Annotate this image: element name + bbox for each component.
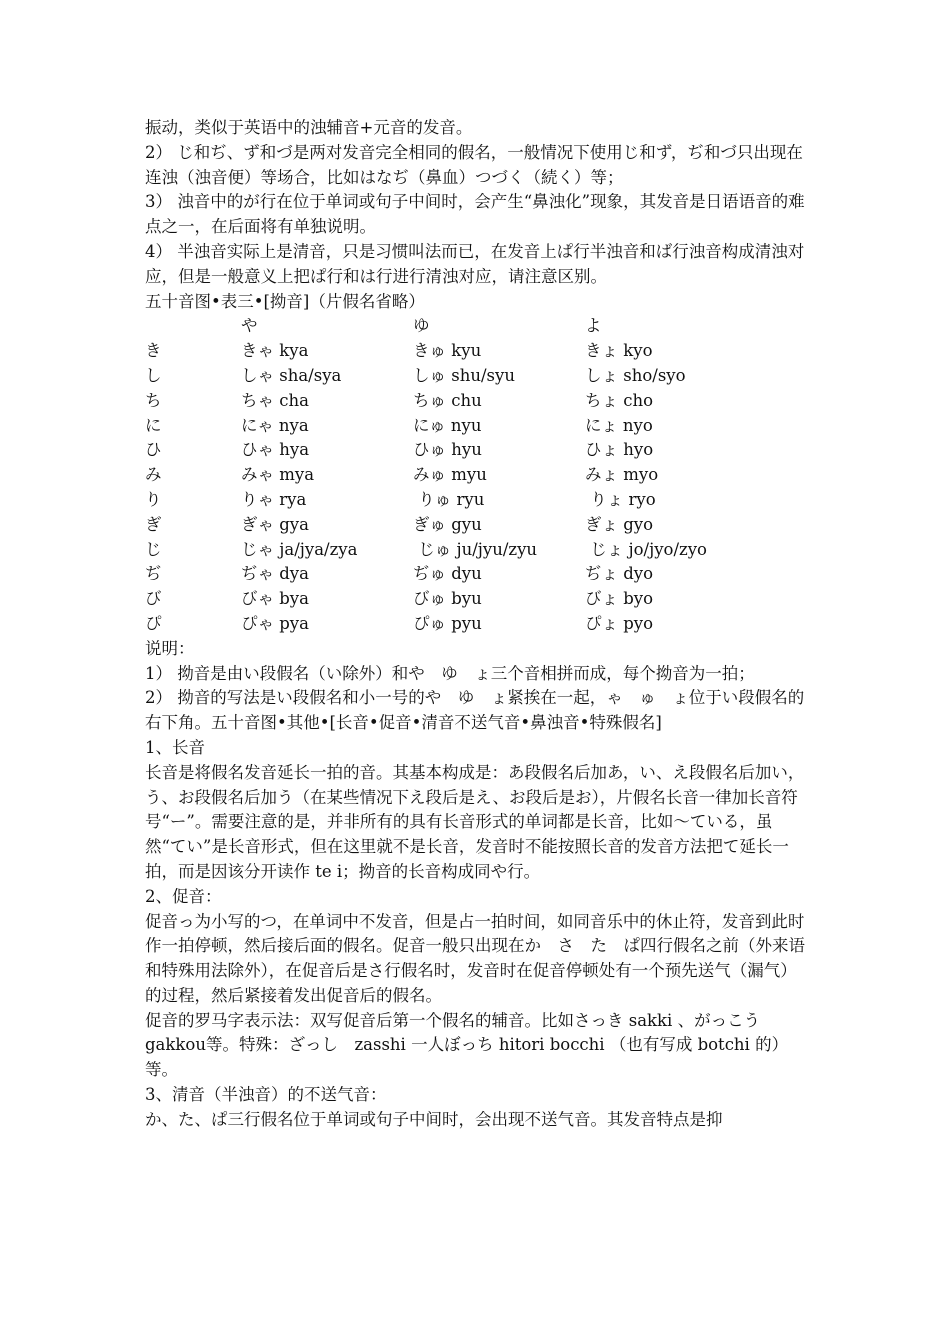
table-cell: きゃ kya [241, 341, 309, 361]
table-cell: ぴ [145, 613, 162, 633]
table-cell: ぢゃ dya [241, 564, 309, 584]
paragraph: 4） 半浊音实际上是清音，只是习惯叫法而已，在发音上ぱ行半浊音和ば行浊音构成清浊对应，但是一般意义上把ぱ行和は行进行清浊对应，请注意区别。 [145, 241, 805, 286]
table-cell: びょ byo [585, 589, 654, 609]
table-cell: じゃ ja/jya/zya [241, 539, 358, 559]
table-cell: ぎゅ gyu [413, 514, 482, 534]
table-cell: ぎゃ gya [241, 514, 309, 534]
paragraph: 说明： [145, 638, 195, 658]
bottom-text [145, 637, 810, 1133]
youon-table [145, 314, 810, 636]
table-cell: ひ [145, 440, 162, 460]
table-cell: しゃ sha/sya [241, 365, 342, 385]
table-row [145, 364, 810, 389]
table-row [145, 463, 810, 488]
table-cell: ぎ [145, 514, 162, 534]
table-row [145, 562, 810, 587]
paragraph: 2） じ和ぢ、ず和づ是两对发音完全相同的假名，一般情况下使用じ和ず，ぢ和づ只出现在连浊（浊音便）等场合，比如はなぢ（鼻血）つづく（続く）等； [145, 142, 803, 187]
table-cell: にょ nyo [585, 415, 653, 435]
table-cell: ひゃ hya [241, 440, 310, 460]
table-cell: しょ sho/syo [585, 365, 686, 385]
table-cell: き [145, 341, 162, 361]
table-row [145, 513, 810, 538]
table-row [145, 612, 810, 637]
table-row [145, 414, 810, 439]
table-cell: ちゅ chu [413, 390, 482, 410]
table-cell: りゅ ryu [413, 489, 485, 509]
paragraph: 2） 拗音的写法是い段假名和小一号的や ゆ ょ紧挨在一起，ゃ ゅ ょ位于い段假名的右下角。五十音图•其他•[长音•促音•清音不送气音•鼻浊音•特殊假名] [145, 688, 805, 733]
table-cell: りょ ryo [585, 489, 656, 509]
paragraph: 3） 浊音中的が行在位于单词或句子中间时，会产生“鼻浊化”现象，其发音是日语语音的难点之一，在后面将有单独说明。 [145, 192, 805, 237]
table-cell: ぎょ gyo [585, 514, 654, 534]
table-cell: にゅ nyu [413, 415, 482, 435]
table-cell: に [145, 415, 162, 435]
table-cell: ぢ [145, 564, 162, 584]
table-header-cell: ゆ [413, 316, 430, 336]
table-header-cell: や [241, 316, 258, 336]
table-cell: きょ kyo [585, 341, 653, 361]
table-row [145, 538, 810, 563]
table-cell: び [145, 589, 162, 609]
paragraph: 1） 拗音是由い段假名（い除外）和や ゆ ょ三个音相拼而成，每个拗音为一拍； [145, 663, 755, 683]
table-cell: みょ myo [585, 465, 659, 485]
table-cell: びゃ bya [241, 589, 309, 609]
table-row [145, 438, 810, 463]
section-heading: 3、清音（半浊音）的不送气音： [145, 1085, 387, 1105]
table-cell: り [145, 489, 162, 509]
table-cell: にゃ nya [241, 415, 309, 435]
table-row [145, 488, 810, 513]
paragraph: 振动，类似于英语中的浊辅音+元音的发音。 [145, 118, 473, 137]
table-row [145, 587, 810, 612]
section-heading: 1、长音 [145, 737, 205, 757]
table-cell: びゅ byu [413, 589, 482, 609]
table-cell: りゃ rya [241, 489, 307, 509]
table-row [145, 389, 810, 414]
table-cell: ぢゅ dyu [413, 564, 482, 584]
table-cell: ひょ hyo [585, 440, 654, 460]
table-cell: じゅ ju/jyu/zyu [413, 539, 538, 559]
paragraph: 促音的罗马字表示法：双写促音后第一个假名的辅音。比如さっき sakki 、がっこう gakkou等。特殊：ざっし zasshi 一人ぼっち hitori bocchi （也有写成 botchi 的）等。 [145, 1010, 789, 1080]
table-cell: みゅ myu [413, 465, 487, 485]
table-cell: ちょ cho [585, 390, 654, 410]
paragraph: か、た、ぱ三行假名位于单词或句子中间时，会出现不送气音。其发音特点是抑 [145, 1109, 723, 1129]
table-cell: みゃ mya [241, 465, 315, 485]
table-header-row [145, 314, 810, 339]
paragraph: 促音っ为小写的つ，在单词中不发音，但是占一拍时间，如同音乐中的休止符，发音到此时作一拍停顿，然后接后面的假名。促音一般只出现在か さ た ぱ四行假名之前（外来语和特殊用法除外），在促音后是さ行假名时，发音时在促音停顿处有一个预先送气（漏气）的过程，然后紧接着发出促音后的假名。 [145, 911, 805, 1005]
section-heading: 2、促音： [145, 886, 222, 906]
table-row [145, 339, 810, 364]
table-cell: ぴゃ pya [241, 613, 309, 633]
table-cell: ち [145, 390, 162, 410]
table-cell: み [145, 465, 162, 485]
table-cell: ぴゅ pyu [413, 613, 482, 633]
document-page [145, 116, 810, 1133]
table-cell: ちゃ cha [241, 390, 309, 410]
table-cell: し [145, 365, 162, 385]
table-cell: ぢょ dyo [585, 564, 654, 584]
table-header-cell: よ [585, 316, 602, 336]
table-cell: ひゅ hyu [413, 440, 482, 460]
table-title: 五十音图•表三•[拗音]（片假名省略） [145, 291, 425, 311]
table-cell: ぴょ pyo [585, 613, 654, 633]
table-cell: きゅ kyu [413, 341, 482, 361]
table-cell: じょ jo/jyo/zyo [585, 539, 707, 559]
top-text [145, 116, 810, 314]
paragraph: 长音是将假名发音延长一拍的音。其基本构成是：あ段假名后加あ，い、え段假名后加い，う、お段假名后加う（在某些情况下え段后是え、お段后是お），片假名长音一律加长音符号“ー”。需要注意的是，并非所有的具有长音形式的单词都是长音，比如～ている，虽然“てい”是长音形式，但在这里就不是长音，发音时不能按照长音的发音方法把て延长一拍，而是因该分开读作 te i；拗音的长音构成同や行。 [145, 762, 805, 881]
table-cell: しゅ shu/syu [413, 365, 515, 385]
table-cell: じ [145, 539, 162, 559]
